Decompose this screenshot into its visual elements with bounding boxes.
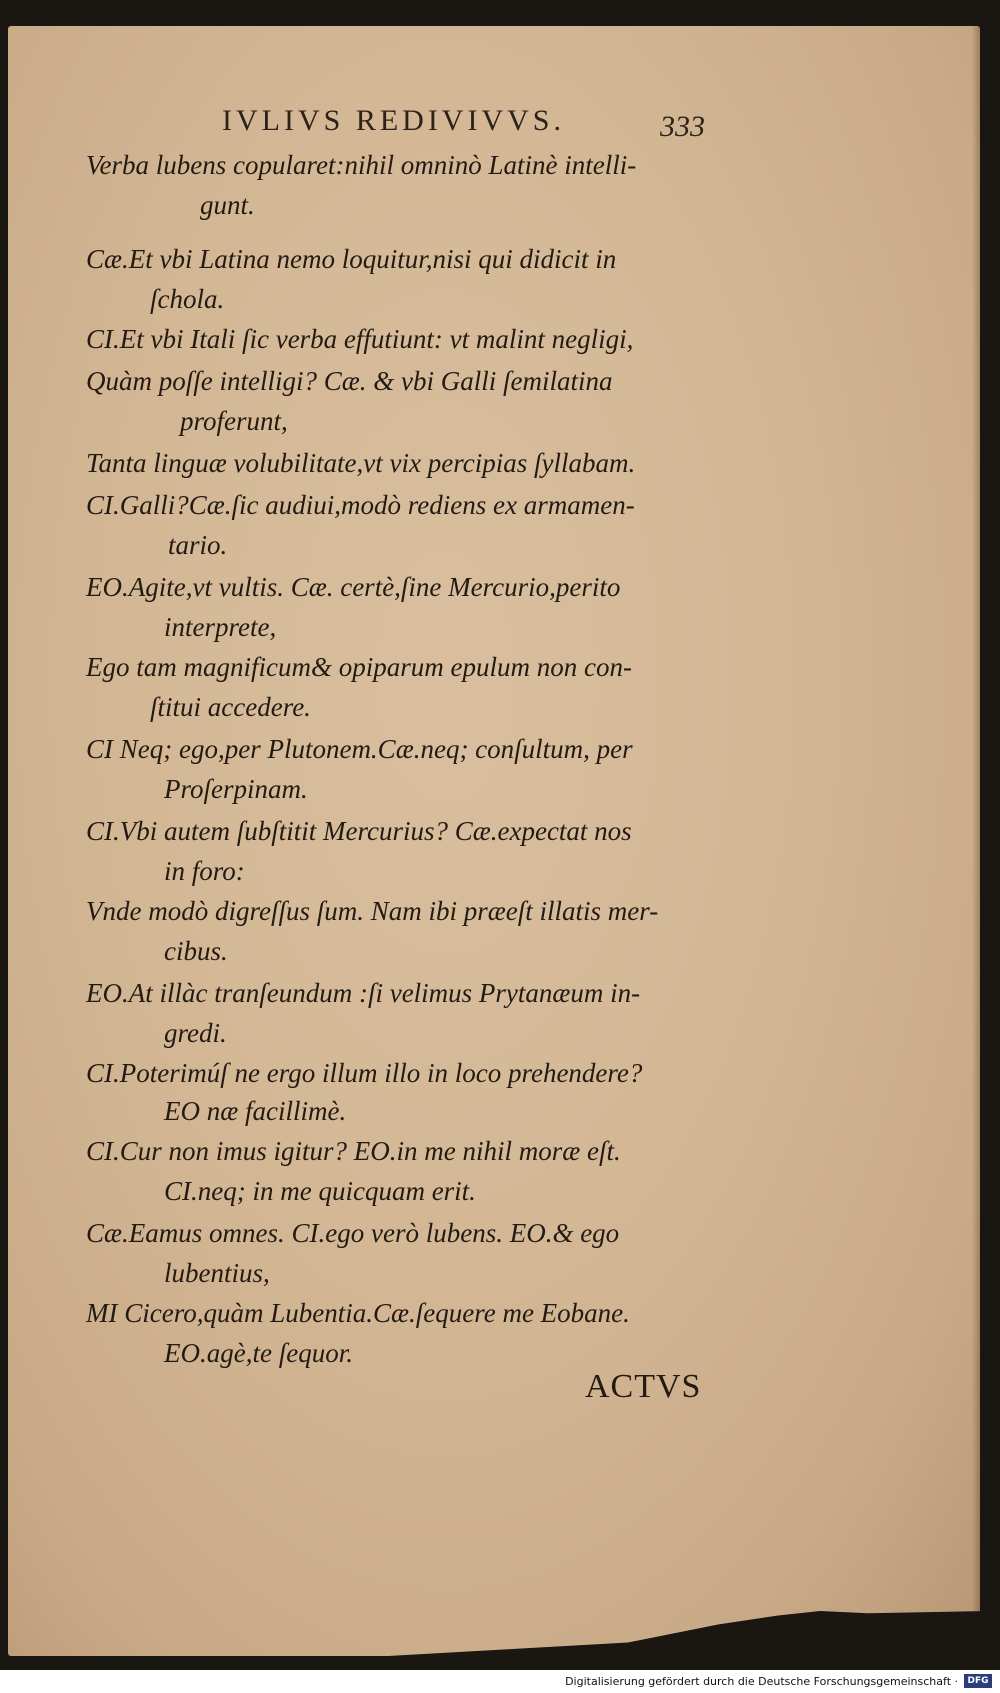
text-line: Vnde modò digreſſus ſum. Nam ibi præeſt illatis mer- [86,896,659,926]
text-line: CI.Vbi autem ſubſtitit Mercurius? Cæ.expectat nos [86,816,632,846]
text-line: in foro: [164,856,245,886]
text-line: ſtitui accedere. [150,692,311,722]
text-line: Cæ.Eamus omnes. CI.ego verò lubens. EO.& ego [86,1218,620,1248]
text-line: Verba lubens copularet:nihil omninò Latinè intelli- [86,150,637,180]
text-line: EO.agè,te ſequor. [164,1338,353,1368]
funding-credit: Digitalisierung gefördert durch die Deutsche Forschungsgemeinschaft · [565,1675,958,1688]
text-line: CI.Galli?Cæ.ſic audiui,modò rediens ex armamen- [86,490,635,520]
dfg-logo: DFG [964,1674,992,1688]
page-number: 333 [660,110,705,143]
running-title: IVLIVS REDIVIVVS. [222,104,565,137]
text-line: EO.At illàc tranſeundum :ſi velimus Prytanæum in- [86,978,641,1008]
text-line: CI.Poterimúſ ne ergo illum illo in loco prehendere? [86,1058,643,1088]
text-line: lubentius, [164,1258,270,1288]
text-line: Quàm poſſe intelligi? Cæ. & vbi Galli ſemilatina [86,366,613,396]
text-line: CI.Cur non imus igitur? EO.in me nihil moræ eſt. [86,1136,621,1166]
text-line: EO næ facillimè. [164,1096,347,1126]
text-line: cibus. [164,936,228,966]
text-line: CI.Et vbi Itali ſic verba effutiunt: vt malint negligi, [86,324,634,354]
text-line: interprete, [164,612,277,642]
page-damage [388,1611,988,1656]
text-line: CI Neq; ego,per Plutonem.Cæ.neq; conſultum, per [86,734,633,764]
text-line: gunt. [200,190,255,220]
text-line: ſchola. [150,284,225,314]
page-edge-shadow [972,26,980,1656]
text-line: tario. [168,530,228,560]
text-line: gredi. [164,1018,227,1048]
catchword: ACTVS [585,1368,702,1405]
text-line: Tanta linguæ volubilitate,vt vix percipias ſyllabam. [86,448,636,478]
text-line: Cæ.Et vbi Latina nemo loquitur,nisi qui didicit in [86,244,617,274]
text-line: proferunt, [180,406,288,436]
text-line: Proſerpinam. [164,774,308,804]
text-line: MI Cicero,quàm Lubentia.Cæ.ſequere me Eobane. [86,1298,630,1328]
text-line: CI.neq; in me quicquam erit. [164,1176,476,1206]
text-line: EO.Agite,vt vultis. Cæ. certè,ſine Mercurio,perito [86,572,621,602]
text-line: Ego tam magnificum& opiparum epulum non con- [86,652,632,682]
